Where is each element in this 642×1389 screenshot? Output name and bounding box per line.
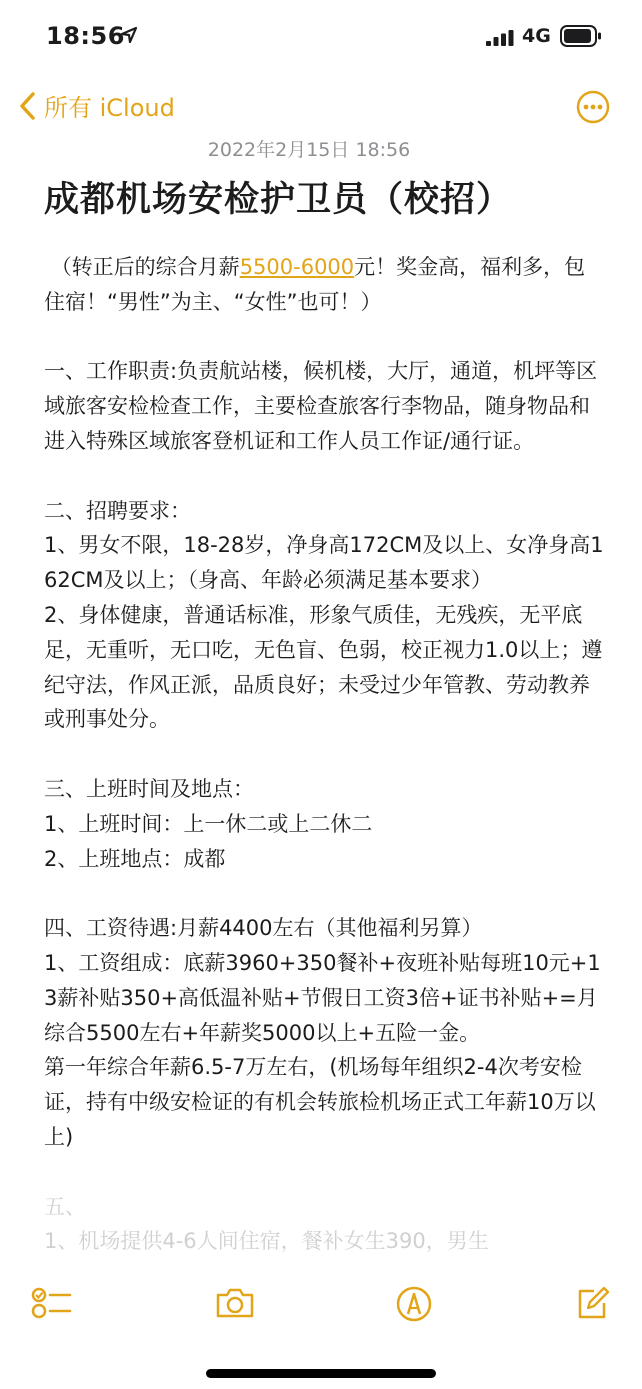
section-duties: 一、工作职责:负责航站楼，候机楼，大厅，通道，机坪等区域旅客安检检查工作，主要检查旅客行李物品，随身物品和进入特殊区域旅客登机证和工作人员工作证/通行证。 xyxy=(44,359,598,453)
requirement-1: 1、男女不限，18-28岁，净身高172CM及以上、女净身高162CM及以上；（身高、年龄必须满足基本要求） xyxy=(44,533,604,593)
intro-text-cont: 元！奖金高，福利多，包住宿！“男性”为主、“女性”也可！） xyxy=(44,255,586,314)
markup-pen-icon[interactable] xyxy=(396,1286,432,1322)
network-type: 4G xyxy=(522,25,551,47)
requirement-2: 2、身体健康，普通话标准，形象气质佳，无残疾，无平底足，无重听，无口吃，无色盲、色弱，校正视力1.0以上；遵纪守法，作风正派，品质良好；未受过少年管教、劳动教养或刑事处分。 xyxy=(44,602,603,732)
section-schedule-heading: 三、上班时间及地点： xyxy=(44,776,254,801)
nav-bar xyxy=(0,80,642,130)
section-requirements-heading: 二、招聘要求： xyxy=(44,498,191,523)
section-5-heading: 五、 xyxy=(44,1194,86,1219)
cellular-signal-icon xyxy=(486,30,514,46)
back-label: 所有 iCloud xyxy=(44,94,175,122)
note-content[interactable] xyxy=(44,135,604,1259)
camera-icon[interactable] xyxy=(214,1286,256,1320)
bottom-toolbar xyxy=(0,1270,642,1340)
checklist-icon[interactable] xyxy=(30,1286,74,1320)
compose-icon[interactable] xyxy=(574,1286,610,1322)
more-options-icon[interactable] xyxy=(576,90,610,124)
note-body[interactable] xyxy=(44,250,604,1259)
back-button[interactable] xyxy=(18,88,175,123)
schedule-2: 2、上班地点：成都 xyxy=(44,846,226,871)
salary-2: 第一年综合年薪6.5-7万左右，(机场每年组织2-4次考安检证，持有中级安检证的有机会转旅检机场正式工年薪10万以上) xyxy=(44,1055,596,1149)
section-5-item-1: 1、机场提供4-6人间住宿，餐补女生390，男生 xyxy=(44,1229,489,1254)
intro-text: （转正后的综合月薪 xyxy=(44,255,240,279)
location-arrow-icon xyxy=(120,26,138,44)
schedule-1: 1、上班时间：上一休二或上二休二 xyxy=(44,811,373,836)
section-salary-heading: 四、工资待遇:月薪4400左右（其他福利另算） xyxy=(44,916,483,941)
salary-1: 1、工资组成：底薪3960+350餐补+夜班补贴每班10元+13薪补贴350+高低温补贴+节假日工资3倍+证书补贴+=月综合5500左右+年薪奖5000以上+五险一金。 xyxy=(44,950,601,1045)
note-title: 成都机场安检护卫员（校招） xyxy=(44,180,513,220)
status-bar xyxy=(0,0,642,72)
chevron-left-icon xyxy=(18,91,36,121)
note-date: 2022年2月15日 18:56 xyxy=(207,139,411,161)
battery-icon xyxy=(560,25,602,47)
home-indicator[interactable] xyxy=(206,1369,436,1378)
status-time: 18:56 xyxy=(46,22,125,50)
salary-link[interactable]: 5500-6000 xyxy=(239,255,355,279)
